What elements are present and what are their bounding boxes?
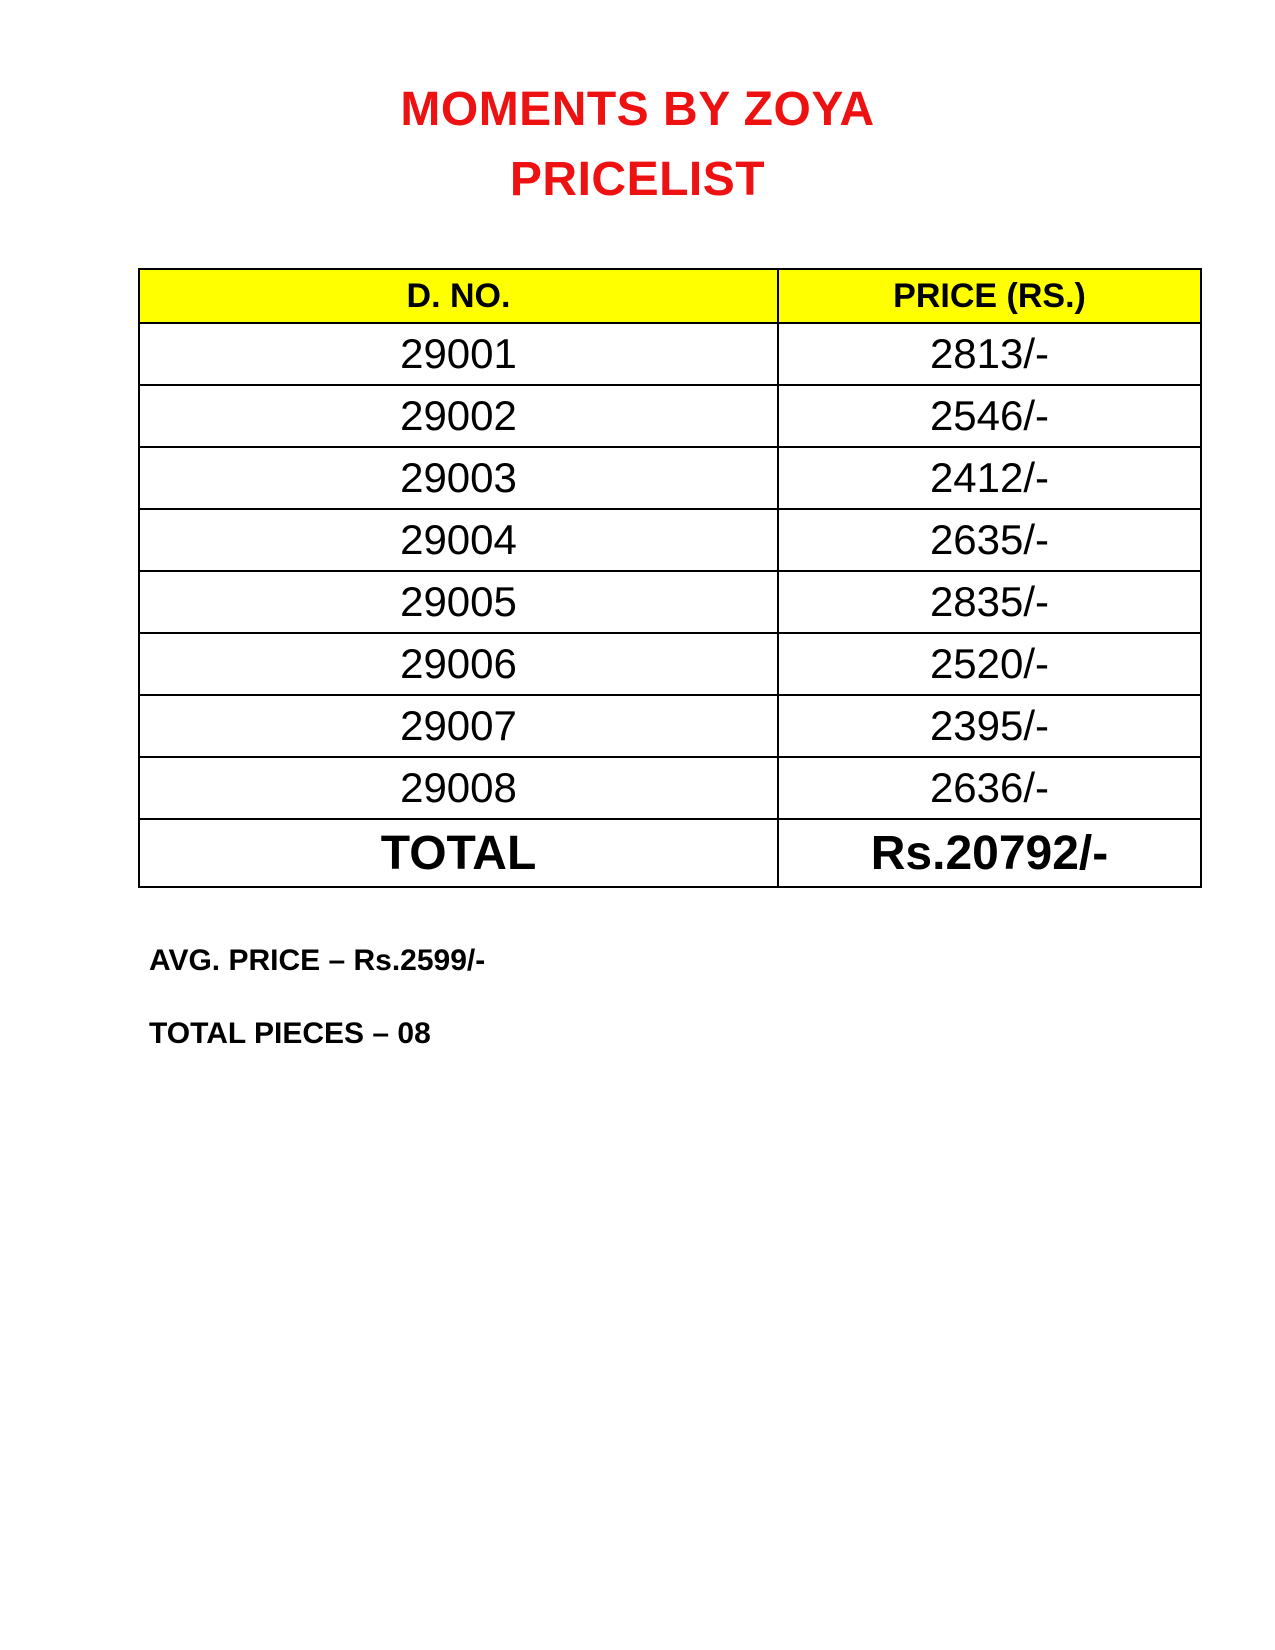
design-number-cell: 29002 xyxy=(139,385,778,447)
table-row xyxy=(139,633,1201,695)
price-cell: 2636/- xyxy=(778,757,1201,819)
design-number-cell: 29007 xyxy=(139,695,778,757)
design-number-cell: 29005 xyxy=(139,571,778,633)
design-number-cell: 29006 xyxy=(139,633,778,695)
price-cell: 2546/- xyxy=(778,385,1201,447)
pricelist-table xyxy=(138,268,1202,888)
table-row xyxy=(139,385,1201,447)
design-number-cell: 29004 xyxy=(139,509,778,571)
price-cell: 2395/- xyxy=(778,695,1201,757)
design-number-cell: 29008 xyxy=(139,757,778,819)
price-cell: 2635/- xyxy=(778,509,1201,571)
price-cell: 2813/- xyxy=(778,323,1201,385)
header-design-number: D. NO. xyxy=(139,269,778,323)
total-row xyxy=(139,819,1201,887)
price-cell: 2520/- xyxy=(778,633,1201,695)
table-row xyxy=(139,571,1201,633)
document-title: MOMENTS BY ZOYA xyxy=(400,83,875,136)
document-subtitle: PRICELIST xyxy=(509,153,766,206)
table-header-row xyxy=(139,269,1201,323)
table-row xyxy=(139,695,1201,757)
design-number-cell: 29001 xyxy=(139,323,778,385)
design-number-cell: 29003 xyxy=(139,447,778,509)
total-pieces-text: TOTAL PIECES – 08 xyxy=(149,1017,431,1050)
price-cell: 2412/- xyxy=(778,447,1201,509)
table-row xyxy=(139,509,1201,571)
price-cell: 2835/- xyxy=(778,571,1201,633)
header-price: PRICE (RS.) xyxy=(778,269,1201,323)
table-row xyxy=(139,757,1201,819)
total-label: TOTAL xyxy=(139,819,778,887)
table-row xyxy=(139,447,1201,509)
total-value: Rs.20792/- xyxy=(778,819,1201,887)
table-row xyxy=(139,323,1201,385)
average-price-text: AVG. PRICE – Rs.2599/- xyxy=(149,944,486,977)
